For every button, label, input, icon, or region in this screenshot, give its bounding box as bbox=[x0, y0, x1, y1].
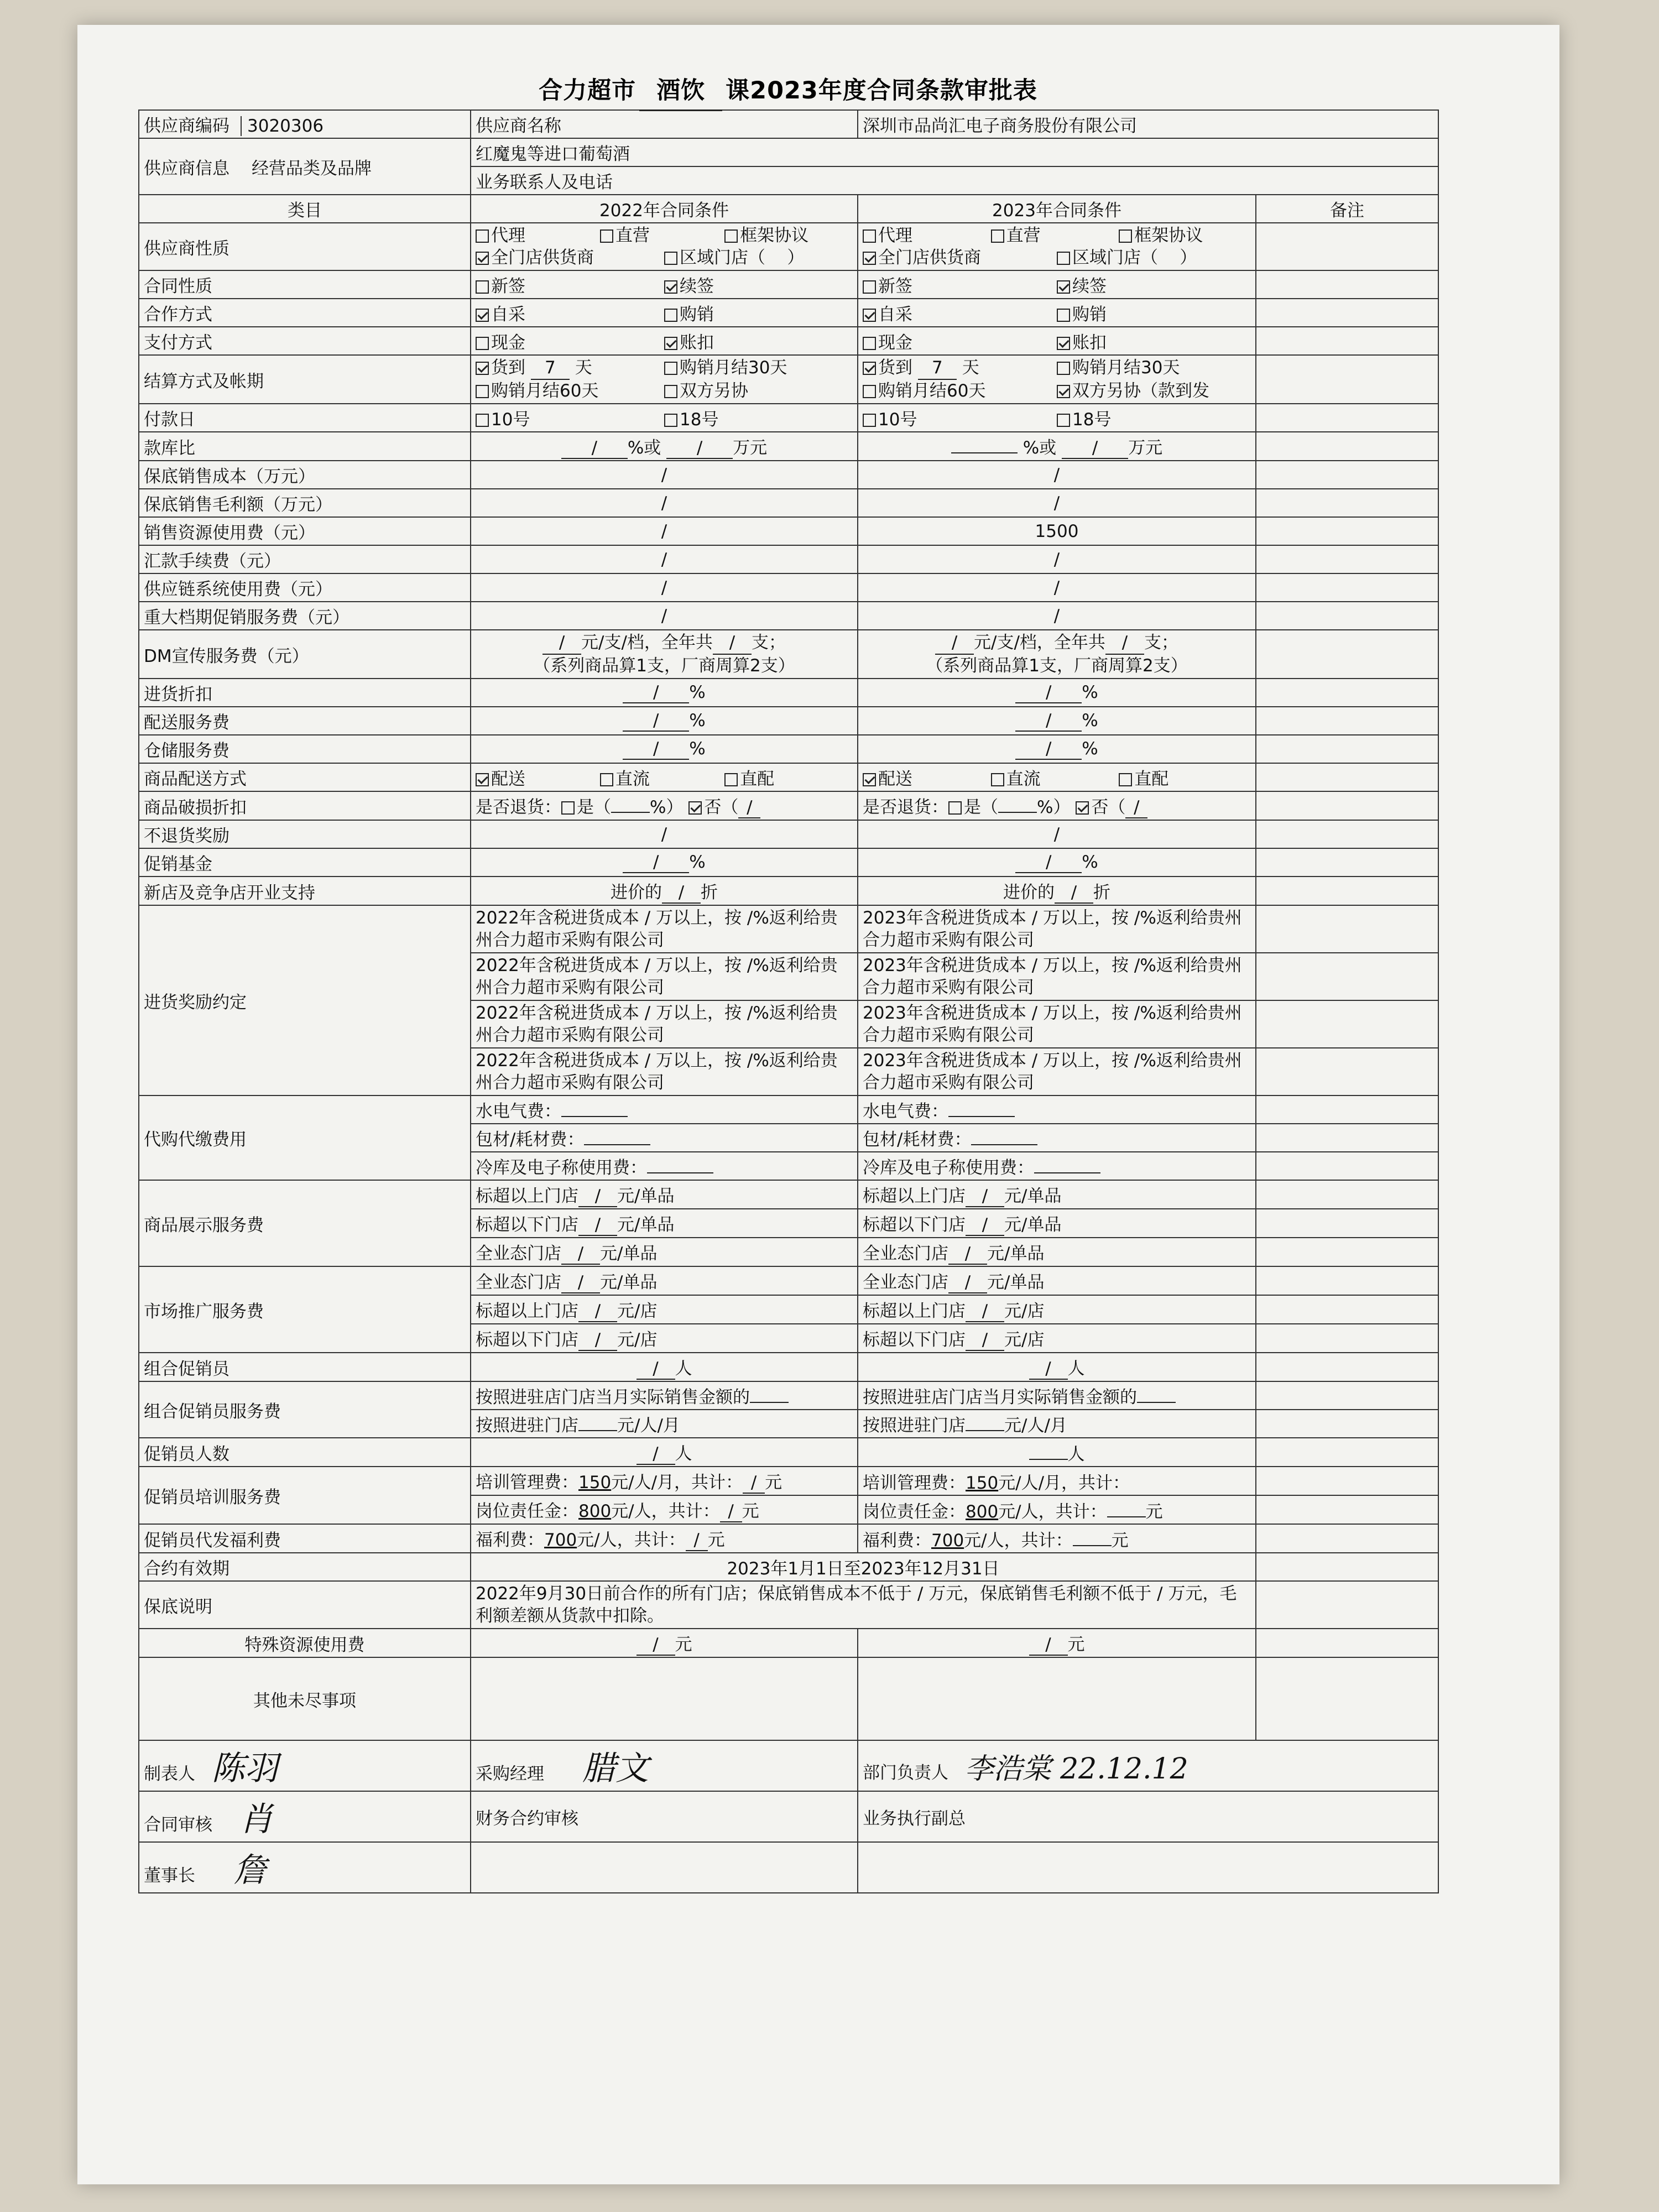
label-ratio: 款库比 bbox=[139, 432, 471, 461]
supplier-name: 深圳市品尚汇电子商务股份有限公司 bbox=[858, 110, 1438, 138]
damage-2022: 是否退货： 是（ %） 否（ / bbox=[471, 791, 858, 820]
remark-cell bbox=[1256, 1000, 1438, 1048]
display-2022-all: 全业态门店 / 元/单品 bbox=[471, 1238, 858, 1266]
min-profit-2022: / bbox=[471, 489, 858, 517]
contract-2022: 新签 续签 bbox=[471, 270, 858, 299]
finance-label: 财务合约审核 bbox=[476, 1808, 578, 1829]
remark-cell bbox=[1256, 461, 1438, 489]
checkbox-icon bbox=[664, 309, 677, 322]
training-2022: 培训管理费：150元/人/月，共计： / 元 bbox=[471, 1467, 858, 1495]
label-promo: 重大档期促销服务费（元） bbox=[139, 602, 471, 630]
checked-icon bbox=[476, 252, 489, 265]
discount-2023: / % bbox=[858, 679, 1256, 707]
row-remit bbox=[139, 545, 1438, 573]
min-profit-2023: / bbox=[858, 489, 1256, 517]
label-special: 特殊资源使用费 bbox=[139, 1629, 471, 1657]
checked-box-icon bbox=[1057, 280, 1070, 294]
combo-fee-2023-2: 按照进驻门店 元/人/月 bbox=[858, 1410, 1256, 1438]
display-2023-above: 标超以上门店 / 元/单品 bbox=[858, 1180, 1256, 1209]
label-guarantee: 保底说明 bbox=[139, 1581, 471, 1629]
row-promo bbox=[139, 602, 1438, 630]
training-2023: 培训管理费：150元/人/月，共计： bbox=[858, 1467, 1256, 1495]
min-cost-2022: / bbox=[471, 461, 858, 489]
checkbox-icon bbox=[476, 337, 489, 350]
header-item: 类目 bbox=[139, 195, 471, 223]
row-other bbox=[139, 1657, 1438, 1740]
remark-cell bbox=[1256, 602, 1438, 630]
remark-cell bbox=[1256, 1467, 1438, 1495]
remark-cell bbox=[1256, 573, 1438, 602]
noreturn-2023: / bbox=[858, 820, 1256, 848]
vp-cell bbox=[858, 1791, 1438, 1842]
row-payday bbox=[139, 404, 1438, 432]
row-noreturn bbox=[139, 820, 1438, 848]
row-mode bbox=[139, 763, 1438, 791]
reward-2022-3: 2022年含税进货成本 / 万以上，按 /%返利给贵州合力超市采购有限公司 bbox=[471, 1000, 858, 1048]
row-nature bbox=[139, 223, 1438, 270]
label-supplier-name: 供应商名称 bbox=[471, 110, 858, 138]
remark-cell bbox=[1256, 1295, 1438, 1324]
form-title bbox=[138, 72, 1438, 109]
contract-2023: 新签 续签 bbox=[858, 270, 1256, 299]
remark-cell bbox=[1256, 1581, 1438, 1629]
row-sign-3 bbox=[139, 1842, 1438, 1893]
damage-2023: 是否退货： 是（ %） 否（ / bbox=[858, 791, 1256, 820]
checkbox-icon bbox=[724, 773, 738, 786]
buyer-cell bbox=[471, 1740, 858, 1791]
agency-2023-cold: 冷库及电子称使用费： bbox=[858, 1152, 1256, 1180]
combo-fee-2023-1: 按照进驻店门店当月实际销售金额的 bbox=[858, 1381, 1256, 1410]
display-2023-all: 全业态门店 / 元/单品 bbox=[858, 1238, 1256, 1266]
remark-cell bbox=[1256, 1524, 1438, 1553]
reward-2023-3: 2023年含税进货成本 / 万以上，按 /%返利给贵州合力超市采购有限公司 bbox=[858, 1000, 1256, 1048]
remark-cell bbox=[1256, 735, 1438, 763]
finance-cell bbox=[471, 1791, 858, 1842]
review-signature: 肖 bbox=[239, 1800, 273, 1839]
row-contract bbox=[139, 270, 1438, 299]
remark-cell bbox=[1256, 327, 1438, 355]
resource-2023: 1500 bbox=[858, 517, 1256, 545]
reward-2023-2: 2023年含税进货成本 / 万以上，按 /%返利给贵州合力超市采购有限公司 bbox=[858, 953, 1256, 1000]
remark-cell bbox=[1256, 848, 1438, 877]
row-settle bbox=[139, 355, 1438, 404]
agency-2022-cold: 冷库及电子称使用费： bbox=[471, 1152, 858, 1180]
label-supplier-code: 供应商编码 3020306 bbox=[139, 110, 471, 138]
remark-cell bbox=[1256, 791, 1438, 820]
remark-cell bbox=[1256, 1495, 1438, 1524]
row-sign-2 bbox=[139, 1791, 1438, 1842]
label-contract: 合同性质 bbox=[139, 270, 471, 299]
remark-cell bbox=[1256, 707, 1438, 735]
pay-2023: 现金 账扣 bbox=[858, 327, 1256, 355]
checkbox-icon bbox=[600, 229, 613, 243]
welfare-2022: 福利费：700元/人，共计： / 元 bbox=[471, 1524, 858, 1553]
ratio-2023: %或 / 万元 bbox=[858, 432, 1256, 461]
remark-cell bbox=[1256, 1381, 1438, 1410]
checkbox-icon bbox=[1057, 414, 1070, 427]
checkbox-icon bbox=[476, 414, 489, 427]
row-combo bbox=[139, 1353, 1438, 1381]
remark-cell bbox=[1256, 1095, 1438, 1124]
label-pay: 支付方式 bbox=[139, 327, 471, 355]
label-reward: 进货奖励约定 bbox=[139, 905, 471, 1095]
label-promoters: 促销员人数 bbox=[139, 1438, 471, 1467]
label-market: 市场推广服务费 bbox=[139, 1266, 471, 1353]
settle-2022: 货到 7 天 购销月结30天 购销月结60天 双方另协 bbox=[471, 355, 858, 404]
combo-fee-2022-1: 按照进驻店门店当月实际销售金额的 bbox=[471, 1381, 858, 1410]
newstore-2023: 进价的 / 折 bbox=[858, 877, 1256, 905]
promoters-2022: / 人 bbox=[471, 1438, 858, 1467]
welfare-2023: 福利费：700元/人，共计： 元 bbox=[858, 1524, 1256, 1553]
min-cost-2023: / bbox=[858, 461, 1256, 489]
storage-2023: / % bbox=[858, 735, 1256, 763]
checkbox-icon bbox=[561, 801, 575, 815]
label-delivery: 配送服务费 bbox=[139, 707, 471, 735]
remark-cell bbox=[1256, 270, 1438, 299]
checkbox-icon bbox=[863, 385, 876, 398]
market-2022-all: 全业态门店 / 元/单品 bbox=[471, 1266, 858, 1295]
header-2022: 2022年合同条件 bbox=[471, 195, 858, 223]
label-storage: 仓储服务费 bbox=[139, 735, 471, 763]
header-remark: 备注 bbox=[1256, 195, 1438, 223]
checkbox-icon bbox=[1119, 229, 1132, 243]
label-coop: 合作方式 bbox=[139, 299, 471, 327]
checked-box-icon bbox=[1057, 337, 1070, 350]
row-min-cost bbox=[139, 461, 1438, 489]
empty-cell bbox=[471, 1842, 858, 1893]
dm-2022: / 元/支/档，全年共 / 支； （系列商品算1支，厂商周算2支） bbox=[471, 630, 858, 679]
nature-2022: 代理 直营 框架协议 全门店供货商 区域门店（ ） bbox=[471, 223, 858, 270]
checkbox-icon bbox=[948, 801, 962, 815]
remark-cell bbox=[1256, 223, 1438, 270]
agency-2023-utility: 水电气费： bbox=[858, 1095, 1256, 1124]
market-2022-above: 标超以上门店 / 元/店 bbox=[471, 1295, 858, 1324]
remark-cell bbox=[1256, 905, 1438, 953]
remark-cell bbox=[1256, 1048, 1438, 1095]
row-sign-1 bbox=[139, 1740, 1438, 1791]
checkbox-icon bbox=[724, 229, 738, 243]
row-newstore bbox=[139, 877, 1438, 905]
label-welfare: 促销员代发福利费 bbox=[139, 1524, 471, 1553]
special-2022: / 元 bbox=[471, 1629, 858, 1657]
remark-cell bbox=[1256, 630, 1438, 679]
scm-2022: / bbox=[471, 573, 858, 602]
title-suffix: 课2023年度合同条款审批表 bbox=[726, 77, 1037, 105]
remark-cell bbox=[1256, 355, 1438, 404]
remark-cell bbox=[1256, 1629, 1438, 1657]
validity-value: 2023年1月1日至2023年12月31日 bbox=[471, 1553, 1256, 1581]
label-display: 商品展示服务费 bbox=[139, 1180, 471, 1266]
row-market-1 bbox=[139, 1266, 1438, 1295]
label-validity: 合约有效期 bbox=[139, 1553, 471, 1581]
agency-2022-utility: 水电气费： bbox=[471, 1095, 858, 1124]
special-2023: / 元 bbox=[858, 1629, 1256, 1657]
vp-label: 业务执行副总 bbox=[863, 1808, 966, 1829]
settle-2023: 货到 7 天 购销月结30天 购销月结60天 双方另协（款到发 bbox=[858, 355, 1256, 404]
row-dm bbox=[139, 630, 1438, 679]
remark-cell bbox=[1256, 1353, 1438, 1381]
market-2023-all: 全业态门店 / 元/单品 bbox=[858, 1266, 1256, 1295]
discount-2022: / % bbox=[471, 679, 858, 707]
market-2023-below: 标超以下门店 / 元/店 bbox=[858, 1324, 1256, 1353]
label-discount: 进货折扣 bbox=[139, 679, 471, 707]
label-newstore: 新店及竞争店开业支持 bbox=[139, 877, 471, 905]
checked-box-icon bbox=[863, 309, 876, 322]
label-mode: 商品配送方式 bbox=[139, 763, 471, 791]
checkbox-icon bbox=[664, 385, 677, 398]
label-min-cost: 保底销售成本（万元） bbox=[139, 461, 471, 489]
combo-2023: / 人 bbox=[858, 1353, 1256, 1381]
checkbox-icon bbox=[600, 773, 613, 786]
payday-2022: 10号 18号 bbox=[471, 404, 858, 432]
payday-2023: 10号 18号 bbox=[858, 404, 1256, 432]
remark-cell bbox=[1256, 953, 1438, 1000]
storage-2022: / % bbox=[471, 735, 858, 763]
reward-2022-1: 2022年含税进货成本 / 万以上，按 /%返利给贵州合力超市采购有限公司 bbox=[471, 905, 858, 953]
supplier-contact-label: 业务联系人及电话 bbox=[471, 166, 1438, 195]
row-ratio bbox=[139, 432, 1438, 461]
remark-cell bbox=[1256, 1209, 1438, 1238]
remark-cell bbox=[1256, 1152, 1438, 1180]
combo-2022: / 人 bbox=[471, 1353, 858, 1381]
label-resource: 销售资源使用费（元） bbox=[139, 517, 471, 545]
row-storage bbox=[139, 735, 1438, 763]
post-2023: 岗位责任金：800元/人，共计： 元 bbox=[858, 1495, 1256, 1524]
checkbox-icon bbox=[476, 229, 489, 243]
label-remit: 汇款手续费（元） bbox=[139, 545, 471, 573]
row-combo-fee-1 bbox=[139, 1381, 1438, 1410]
approval-form bbox=[138, 72, 1438, 1893]
display-2023-below: 标超以下门店 / 元/单品 bbox=[858, 1209, 1256, 1238]
scm-2023: / bbox=[858, 573, 1256, 602]
remark-cell bbox=[1256, 1238, 1438, 1266]
remark-cell bbox=[1256, 517, 1438, 545]
label-scm: 供应链系统使用费（元） bbox=[139, 573, 471, 602]
coop-2023: 自采 购销 bbox=[858, 299, 1256, 327]
agency-2023-pack: 包材/耗材费： bbox=[858, 1124, 1256, 1152]
label-settle: 结算方式及帐期 bbox=[139, 355, 471, 404]
agency-2022-pack: 包材/耗材费： bbox=[471, 1124, 858, 1152]
row-welfare bbox=[139, 1524, 1438, 1553]
label-nature: 供应商性质 bbox=[139, 223, 471, 270]
remark-cell bbox=[1256, 545, 1438, 573]
label-damage: 商品破损折扣 bbox=[139, 791, 471, 820]
checkbox-icon bbox=[1057, 309, 1070, 322]
remit-2022: / bbox=[471, 545, 858, 573]
remark-cell bbox=[1256, 1410, 1438, 1438]
row-validity bbox=[139, 1553, 1438, 1581]
row-fund bbox=[139, 848, 1438, 877]
promoters-2023: 人 bbox=[858, 1438, 1256, 1467]
checkbox-icon bbox=[1119, 773, 1132, 786]
row-supplier-code bbox=[139, 110, 1438, 138]
paper-sheet bbox=[77, 25, 1559, 2184]
checked-box-icon bbox=[476, 309, 489, 322]
review-label: 合同审核 bbox=[144, 1815, 212, 1835]
label-dm: DM宣传服务费（元） bbox=[139, 630, 471, 679]
label-min-profit: 保底销售毛利额（万元） bbox=[139, 489, 471, 517]
remark-cell bbox=[1256, 489, 1438, 517]
row-pay bbox=[139, 327, 1438, 355]
display-2022-below: 标超以下门店 / 元/单品 bbox=[471, 1209, 858, 1238]
market-2023-above: 标超以上门店 / 元/店 bbox=[858, 1295, 1256, 1324]
maker-cell bbox=[139, 1740, 471, 1791]
row-header bbox=[139, 195, 1438, 223]
remark-cell bbox=[1256, 404, 1438, 432]
newstore-2022: 进价的 / 折 bbox=[471, 877, 858, 905]
row-scm bbox=[139, 573, 1438, 602]
remark-cell bbox=[1256, 679, 1438, 707]
checked-box-icon bbox=[476, 362, 489, 375]
row-resource bbox=[139, 517, 1438, 545]
row-agency-1 bbox=[139, 1095, 1438, 1124]
label-payday: 付款日 bbox=[139, 404, 471, 432]
checkbox-icon bbox=[991, 773, 1004, 786]
reward-2022-4: 2022年含税进货成本 / 万以上，按 /%返利给贵州合力超市采购有限公司 bbox=[471, 1048, 858, 1095]
remark-cell bbox=[1256, 1657, 1438, 1740]
checkbox-icon bbox=[476, 280, 489, 294]
other-2023 bbox=[858, 1657, 1256, 1740]
row-guarantee bbox=[139, 1581, 1438, 1629]
maker-signature: 陈羽 bbox=[211, 1749, 278, 1788]
checked-box-icon bbox=[1057, 385, 1070, 398]
resource-2022: / bbox=[471, 517, 858, 545]
promo-2023: / bbox=[858, 602, 1256, 630]
dm-2023: / 元/支/档，全年共 / 支； （系列商品算1支，厂商周算2支） bbox=[858, 630, 1256, 679]
row-coop bbox=[139, 299, 1438, 327]
dept-cell bbox=[858, 1740, 1438, 1791]
reward-2023-4: 2023年含税进货成本 / 万以上，按 /%返利给贵州合力超市采购有限公司 bbox=[858, 1048, 1256, 1095]
checkbox-icon bbox=[664, 362, 677, 375]
pay-2022: 现金 账扣 bbox=[471, 327, 858, 355]
empty-cell bbox=[858, 1842, 1438, 1893]
checkbox-icon bbox=[664, 252, 677, 265]
chairman-signature: 詹 bbox=[233, 1851, 267, 1890]
checkbox-icon bbox=[1057, 252, 1070, 265]
checked-icon bbox=[863, 252, 876, 265]
label-agency: 代购代缴费用 bbox=[139, 1095, 471, 1180]
remit-2023: / bbox=[858, 545, 1256, 573]
checked-box-icon bbox=[664, 337, 677, 350]
delivery-2023: / % bbox=[858, 707, 1256, 735]
label-supplier-info: 供应商信息 经营品类及品牌 bbox=[139, 138, 471, 195]
display-2022-above: 标超以上门店 / 元/单品 bbox=[471, 1180, 858, 1209]
reward-2022-2: 2022年含税进货成本 / 万以上，按 /%返利给贵州合力超市采购有限公司 bbox=[471, 953, 858, 1000]
row-training-1 bbox=[139, 1467, 1438, 1495]
row-category bbox=[139, 138, 1438, 166]
checked-box-icon bbox=[863, 773, 876, 786]
row-display-1 bbox=[139, 1180, 1438, 1209]
checkbox-icon bbox=[664, 414, 677, 427]
chairman-cell bbox=[139, 1842, 471, 1893]
row-delivery bbox=[139, 707, 1438, 735]
checkbox-icon bbox=[863, 280, 876, 294]
checked-box-icon bbox=[863, 362, 876, 375]
label-training: 促销员培训服务费 bbox=[139, 1467, 471, 1524]
noreturn-2022: / bbox=[471, 820, 858, 848]
checkbox-icon bbox=[1057, 362, 1070, 375]
remark-cell bbox=[1256, 1124, 1438, 1152]
mode-2023: 配送 直流 直配 bbox=[858, 763, 1256, 791]
remark-cell bbox=[1256, 877, 1438, 905]
row-min-profit bbox=[139, 489, 1438, 517]
review-cell bbox=[139, 1791, 471, 1842]
dept-signature: 李浩棠 22.12.12 bbox=[964, 1752, 1188, 1786]
label-combo: 组合促销员 bbox=[139, 1353, 471, 1381]
combo-fee-2022-2: 按照进驻门店 元/人/月 bbox=[471, 1410, 858, 1438]
remark-cell bbox=[1256, 820, 1438, 848]
terms-table bbox=[138, 109, 1439, 1893]
fund-2022: / % bbox=[471, 848, 858, 877]
other-2022 bbox=[471, 1657, 858, 1740]
mode-2022: 配送 直流 直配 bbox=[471, 763, 858, 791]
fund-2023: / % bbox=[858, 848, 1256, 877]
row-reward-1 bbox=[139, 905, 1438, 953]
remark-cell bbox=[1256, 1266, 1438, 1295]
ratio-2022: / %或 / 万元 bbox=[471, 432, 858, 461]
remark-cell bbox=[1256, 1180, 1438, 1209]
market-2022-below: 标超以下门店 / 元/店 bbox=[471, 1324, 858, 1353]
supplier-code: 3020306 bbox=[241, 116, 324, 136]
checkbox-icon bbox=[863, 229, 876, 243]
checkbox-icon bbox=[991, 229, 1004, 243]
dept-label: 部门负责人 bbox=[863, 1762, 948, 1783]
label-other: 其他未尽事项 bbox=[139, 1657, 471, 1740]
checkbox-icon bbox=[476, 385, 489, 398]
label-combo-fee: 组合促销员服务费 bbox=[139, 1381, 471, 1438]
checkbox-icon bbox=[863, 414, 876, 427]
checked-box-icon bbox=[1076, 801, 1089, 815]
checked-box-icon bbox=[664, 280, 677, 294]
remark-cell bbox=[1256, 1324, 1438, 1353]
checked-box-icon bbox=[688, 801, 702, 815]
row-damage bbox=[139, 791, 1438, 820]
label-noreturn: 不退货奖励 bbox=[139, 820, 471, 848]
buyer-label: 采购经理 bbox=[476, 1764, 544, 1784]
remark-cell bbox=[1256, 432, 1438, 461]
maker-label: 制表人 bbox=[144, 1764, 195, 1784]
post-2022: 岗位责任金：800元/人，共计： / 元 bbox=[471, 1495, 858, 1524]
buyer-signature: 腊文 bbox=[582, 1749, 649, 1788]
chairman-label: 董事长 bbox=[144, 1866, 195, 1886]
header-2023: 2023年合同条件 bbox=[858, 195, 1256, 223]
title-prefix: 合力超市 bbox=[539, 77, 637, 105]
checkbox-icon bbox=[863, 337, 876, 350]
supplier-category: 红魔鬼等进口葡萄酒 bbox=[471, 138, 1438, 166]
label-fund: 促销基金 bbox=[139, 848, 471, 877]
coop-2022: 自采 购销 bbox=[471, 299, 858, 327]
guarantee-value: 2022年9月30日前合作的所有门店；保底销售成本不低于 / 万元，保底销售毛利额不低于 / 万元，毛利额差额从货款中扣除。 bbox=[471, 1581, 1256, 1629]
remark-cell bbox=[1256, 1553, 1438, 1581]
delivery-2022: / % bbox=[471, 707, 858, 735]
promo-2022: / bbox=[471, 602, 858, 630]
reward-2023-1: 2023年含税进货成本 / 万以上，按 /%返利给贵州合力超市采购有限公司 bbox=[858, 905, 1256, 953]
remark-cell bbox=[1256, 763, 1438, 791]
nature-2023: 代理 直营 框架协议 全门店供货商 区域门店（ ） bbox=[858, 223, 1256, 270]
row-discount bbox=[139, 679, 1438, 707]
row-special bbox=[139, 1629, 1438, 1657]
row-promoters bbox=[139, 1438, 1438, 1467]
title-dept: 酒饮 bbox=[639, 72, 722, 111]
remark-cell bbox=[1256, 299, 1438, 327]
checked-box-icon bbox=[476, 773, 489, 786]
remark-cell bbox=[1256, 1438, 1438, 1467]
